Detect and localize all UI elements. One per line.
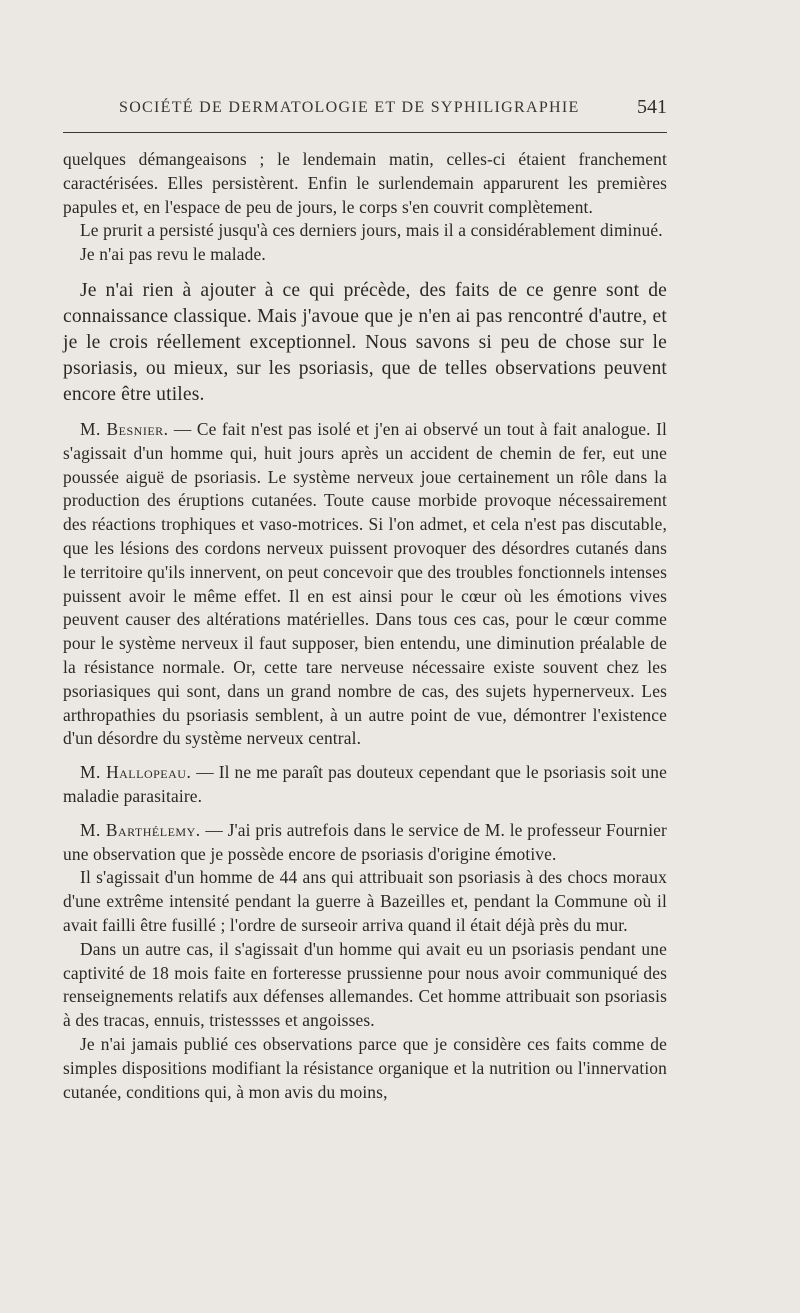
paragraph-text: Le prurit a persisté jusqu'à ces derniers jours, mais il a considérablement diminué. bbox=[80, 220, 663, 241]
paragraph-text: Il s'agissait d'un homme de 44 ans qui attribuait son psoriasis à des chocs moraux d'une extrême intensité pendant la guerre à Bazeilles et, pendant la Commune où il avait failli être fusillé ; l'ordre de surseoir arriva quand il était déjà près du mur. bbox=[63, 867, 667, 935]
paragraph-text: Je n'ai jamais publié ces observations parce que je considère ces faits comme de simples dispositions modifiant la résistance organique et la nutrition ou l'innervation cutanée, conditions qui, à mon avis du moins, bbox=[63, 1033, 667, 1102]
paragraph-case-two bbox=[63, 938, 667, 1033]
paragraph-commentary bbox=[63, 278, 667, 408]
paragraph-text: — J'ai pris autrefois dans le service de M. le professeur Fournier une observation que je possède encore de psoriasis d'origine émotive. bbox=[63, 819, 667, 864]
paragraph-text: quelques démangeaisons ; le lendemain matin, celles-ci étaient franchement caractérisées. Elles persistèrent. Enfin le surlendemain apparurent les premières papules et, en l'espace de peu de jours, le corps s'en couvrit complètement. bbox=[63, 149, 667, 217]
body-text bbox=[63, 148, 667, 1104]
paragraph-continuation bbox=[63, 148, 667, 219]
header-rule bbox=[63, 132, 667, 133]
paragraph-barthelemy bbox=[63, 819, 667, 867]
paragraph-prurit bbox=[63, 219, 667, 243]
paragraph-case-one bbox=[63, 866, 667, 937]
speaker-name: M. Barthélemy. bbox=[80, 819, 201, 840]
paragraph-malade bbox=[63, 243, 667, 267]
running-head: SOCIÉTÉ DE DERMATOLOGIE ET DE SYPHILIGRAPHIE bbox=[119, 99, 580, 116]
paragraph-besnier bbox=[63, 418, 667, 751]
speaker-name: M. Besnier. bbox=[80, 418, 169, 439]
paragraph-text: Je n'ai pas revu le malade. bbox=[80, 244, 266, 265]
paragraph-text: — Il ne me paraît pas douteux cependant que le psoriasis soit une maladie parasitaire. bbox=[63, 762, 667, 806]
speaker-name: M. Hallopeau. bbox=[80, 762, 192, 783]
paragraph-text: Je n'ai rien à ajouter à ce qui précède, des faits de ce genre sont de connaissance classique. Mais j'avoue que je n'en ai pas rencontré d'autre, et je le crois réellement exceptionnel. Nous savons si peu de chose sur le psoriasis, ou mieux, sur les psoriasis, que de telles observations peuvent encore être utiles. bbox=[63, 279, 667, 405]
paragraph-text: Dans un autre cas, il s'agissait d'un homme qui avait eu un psoriasis pendant une captivité de 18 mois faite en forteresse prussienne pour nous avoir communiqué des renseignements relatifs aux défenses allemandes. Cet homme attribuait son psoriasis à des tracas, ennuis, tristessses et angoisses. bbox=[63, 938, 667, 1031]
paragraph-text: — Ce fait n'est pas isolé et j'en ai observé un tout à fait analogue. Il s'agissait d'un homme qui, huit jours après un accident de chemin de fer, eut une poussée aiguë de psoriasis. Le système nerveux joue certainement un rôle dans la production des éruptions cutanées. Toute cause morbide provoque nécessairement des réactions trophiques et vaso-motrices. Si l'on admet, et cela n'est pas discutable, que les lésions des cordons nerveux puissent provoquer des désordres cutanés dans le territoire qu'ils innervent, on peut concevoir que des troubles fonctionnels intenses puissent avoir le même effet. Il en est ainsi pour le cœur où les émotions vives peuvent causer des altérations matérielles. Dans tous ces cas, pour le cœur comme pour le système nerveux il faut supposer, bien entendu, une diminution préalable de la résistance normale. Or, cette tare nerveuse nécessaire existe souvent chez les psoriasiques qui sont, dans un grand nombre de cas, des sujets hypernerveux. Les arthropathies du psoriasis semblent, à un autre point de vue, démontrer l'existence d'un désordre du système nerveux central. bbox=[63, 418, 667, 749]
page-header bbox=[63, 96, 670, 126]
page-number: 541 bbox=[637, 96, 667, 118]
paragraph-hallopeau bbox=[63, 761, 667, 809]
paragraph-conclusion bbox=[63, 1033, 667, 1104]
